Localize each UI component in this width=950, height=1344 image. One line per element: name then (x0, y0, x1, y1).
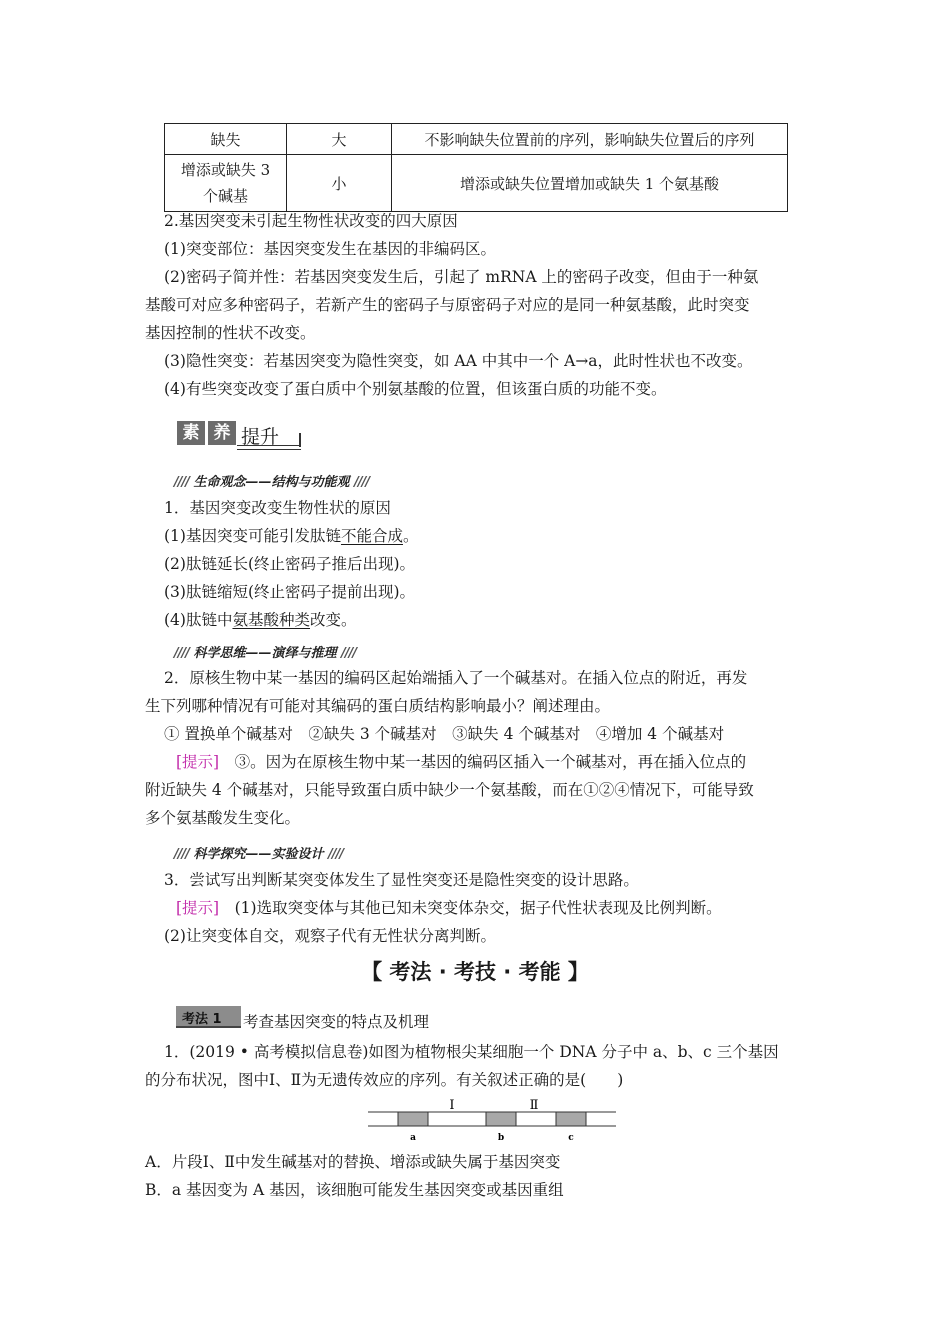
table-cell: 小 (287, 155, 392, 212)
section-label (174, 471, 369, 490)
banner-underline (237, 445, 301, 450)
question: 生下列哪种情况有可能对其编码的蛋白质结构影响最小？阐述理由。 (145, 697, 611, 715)
cell-line: 个碱基 (202, 187, 248, 205)
segment-label: Ⅰ (449, 1098, 455, 1113)
answer-line: 附近缺失 4 个碱基对，只能导致蛋白质中缺少一个氨基酸，而在①②④情况下，可能导致 (145, 781, 754, 799)
question: 2．原核生物中某一基因的编码区起始端插入了一个碱基对。在插入位点的附近，再发 (164, 669, 748, 687)
options: ① 置换单个碱基对 ②缺失 3 个碱基对 ③缺失 4 个碱基对 ④增加 4 个碱基对 (164, 725, 725, 743)
paragraph: 基酸可对应多种密码子，若新产生的密码子与原密码子对应的是同一种氨基酸，此时突变 (145, 296, 750, 314)
dna-figure (366, 1098, 618, 1146)
cell-line: 增添或缺失 3 (180, 161, 271, 179)
gene-block (398, 1112, 428, 1126)
slash-decor: //// (354, 475, 370, 490)
kaofa-tag (176, 1006, 241, 1028)
gene-block (486, 1112, 516, 1126)
question: 1．(2019 • 高考模拟信息卷)如图为植物根尖某细胞一个 DNA 分子中 a、b、c 三个基因 (164, 1043, 779, 1061)
mutation-table (164, 123, 788, 212)
underlined-text: 不能合成 (340, 527, 403, 545)
text: (1)选取突变体与其他已知未突变体杂交，据子代性状表现及比例判断。 (219, 899, 722, 917)
section-label-text: 科学思维——演绎与推理 (193, 646, 337, 661)
slash-decor: //// (174, 646, 189, 661)
gene-label: a (410, 1133, 416, 1143)
slash-decor: //// (174, 475, 189, 490)
section-label (174, 843, 343, 862)
section-title: 【 考法 · 考技 · 考能 】 (361, 960, 589, 984)
banner-suyang-tisheng (177, 421, 303, 449)
segment-label: Ⅱ (529, 1098, 539, 1113)
banner-rest: 提升 (241, 426, 280, 448)
gene-block (556, 1112, 586, 1126)
answer-line (164, 613, 357, 629)
text: (1)基因突变可能引发肽链 (164, 527, 341, 545)
answer-line (164, 529, 419, 545)
table-cell: 缺失 (165, 124, 287, 155)
paragraph: 基因控制的性状不改变。 (145, 324, 316, 342)
banner-tick (299, 433, 301, 447)
gene-label: b (497, 1133, 505, 1143)
text: 。 (402, 527, 419, 545)
answer-line (176, 901, 722, 917)
table-cell: 大 (287, 124, 392, 155)
answer-line (176, 755, 746, 771)
reasons-heading: 2.基因突变未引起生物性状改变的四大原因 (164, 212, 458, 230)
answer-line: 多个氨基酸发生变化。 (145, 809, 301, 827)
question: 的分布状况，图中Ⅰ、Ⅱ为无遗传效应的序列。有关叙述正确的是( ) (145, 1071, 624, 1089)
answer-line: (2)让突变体自交，观察子代有无性状分离判断。 (164, 927, 496, 945)
answer-line: (2)肽链延长(终止密码子推后出现)。 (164, 555, 416, 573)
underlined-text: 氨基酸种类 (232, 611, 310, 629)
section-label (174, 642, 356, 661)
table-cell (165, 155, 287, 212)
paragraph: (1)突变部位：基因突变发生在基因的非编码区。 (164, 240, 496, 258)
slash-decor: //// (328, 847, 344, 862)
question: 3．尝试写出判断某突变体发生了显性突变还是隐性突变的设计思路。 (164, 871, 639, 889)
section-label-text: 科学探究——实验设计 (193, 847, 324, 862)
slash-decor: //// (341, 646, 357, 661)
banner-char-box: 素 (177, 421, 205, 445)
kaofa-tag-text: 考法 1 (182, 1012, 222, 1027)
text: (4)肽链中 (164, 611, 233, 629)
text: 改变。 (309, 611, 357, 629)
option-b[interactable]: B．a 基因变为 A 基因，该细胞可能发生基因突变或基因重组 (145, 1181, 564, 1199)
hint-label: [提示] (176, 753, 220, 771)
paragraph: (3)隐性突变：若基因突变为隐性突变，如 AA 中其中一个 A→a，此时性状也不改变。 (164, 352, 753, 370)
gene-label: c (568, 1133, 574, 1143)
slash-decor: //// (174, 847, 189, 862)
kaofa-title: 考查基因突变的特点及机理 (243, 1013, 430, 1031)
section-label-text: 生命观念——结构与功能观 (193, 475, 350, 490)
paragraph: (2)密码子简并性：若基因突变发生后，引起了 mRNA 上的密码子改变，但由于一种氨 (164, 268, 759, 286)
text: ③。因为在原核生物中某一基因的编码区插入一个碱基对，再在插入位点的 (219, 753, 747, 771)
hint-label: [提示] (176, 899, 220, 917)
question: 1．基因突变改变生物性状的原因 (164, 499, 391, 517)
paragraph: (4)有些突变改变了蛋白质中个别氨基酸的位置，但该蛋白质的功能不变。 (164, 380, 667, 398)
option-a[interactable]: A．片段Ⅰ、Ⅱ中发生碱基对的替换、增添或缺失属于基因突变 (145, 1153, 561, 1171)
answer-line: (3)肽链缩短(终止密码子提前出现)。 (164, 583, 416, 601)
table-cell: 增添或缺失位置增加或缺失 1 个氨基酸 (392, 155, 788, 212)
banner-char-box: 养 (208, 421, 236, 445)
table-cell: 不影响缺失位置前的序列，影响缺失位置后的序列 (392, 124, 788, 155)
